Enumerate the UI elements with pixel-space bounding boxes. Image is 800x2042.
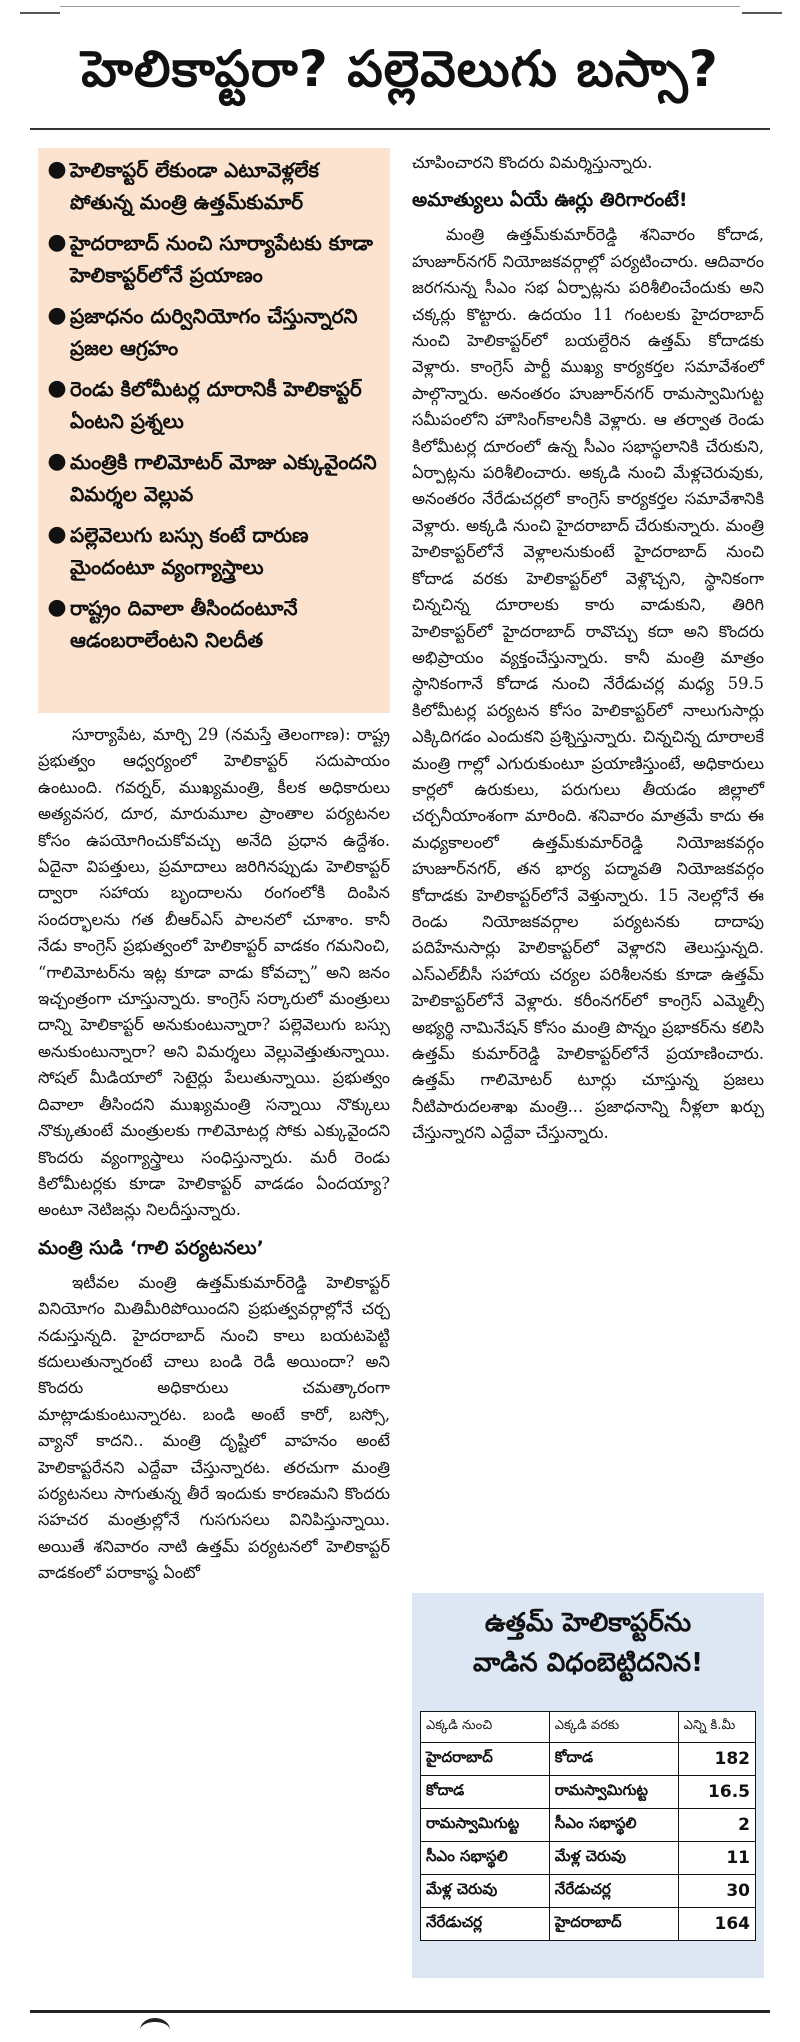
highlight-text: మంత్రికి గాలిమోటర్ మోజు ఎక్కువైందని విమర్శల వెల్లువ xyxy=(70,450,377,506)
top-edge-mark-left xyxy=(20,0,60,14)
header-from: ఎక్కడి నుంచి xyxy=(421,1712,550,1743)
route-box xyxy=(412,1593,764,1978)
bottom-rule xyxy=(30,2010,770,2013)
highlight-text: రాష్ట్రం దివాలా తీసిందంటూనే ఆడంబరాలేంటని నిలదీత xyxy=(70,596,298,652)
bullet-icon: ● xyxy=(47,522,67,547)
highlight-text: రెండు కిలోమీటర్ల దూరానికీ హెలికాప్టర్ ఏంటని ప్రశ్నలు xyxy=(70,377,362,433)
highlight-item xyxy=(44,373,384,437)
cell-km: 2 xyxy=(678,1809,755,1842)
top-edge-line xyxy=(60,6,740,7)
headline: హెలికాప్టరా? పల్లెవెలుగు బస్సా? xyxy=(81,40,719,98)
route-box-title-line2: వాడిన విధంబెట్టిదనిన! xyxy=(472,1648,704,1678)
cell-from: హైదరాబాద్ xyxy=(421,1743,550,1776)
bullet-icon: ● xyxy=(47,449,67,474)
table-row xyxy=(421,1908,756,1941)
cell-km: 16.5 xyxy=(678,1776,755,1809)
bullet-icon: ● xyxy=(47,595,67,620)
cell-to: హైదరాబాద్ xyxy=(549,1908,678,1941)
cell-from: మేళ్ల చెరువు xyxy=(421,1875,550,1908)
page-top-edge xyxy=(0,0,800,34)
left-paragraph-2: ఇటీవల మంత్రి ఉత్తమ్‌కుమార్‌రెడ్డి హెలికాప్టర్ వినియోగం మితిమీరిపోయిందని ప్రభుత్వవర్గాల్లోనే చర్చ నడుస్తున్నది. హైదరాబాద్ నుంచి కాలు బయటపెట్టి కదులుతున్నారంటే చాలు బండి రెడీ అయిందా? అని కొందరు అధికారులు చమత్కారంగా మాట్లాడుకుంటున్నారట. బండి అంటే కారో, బస్సో, వ్యానో కాదని.. మంత్రి దృష్టిలో వాహనం అంటే హెలికాప్టరేనని ఎద్దేవా చేస్తున్నారట. తరచుగా మంత్రి పర్యటనలు సాగుతున్న తీరే ఇందుకు కారణమని కొందరు సహచర మంత్రుల్లోనే గుసగుసలు వినిపిస్తున్నాయి. అయితే శనివారం నాటి ఉత్తమ్ పర్యటనలో హెలికాప్టర్ వాడకంలో పరాకాష్ఠ ఏంటో xyxy=(38,1272,390,1583)
right-column xyxy=(412,150,764,1147)
highlight-text: పల్లెవెలుగు బస్సు కంటే దారుణ మైందంటూ వ్యంగ్యాస్త్రాలు xyxy=(70,523,309,579)
cell-to: కోదాడ xyxy=(549,1743,678,1776)
bullet-icon: ● xyxy=(47,230,67,255)
table-row xyxy=(421,1809,756,1842)
left-paragraph-1: సూర్యాపేట, మార్చి 29 (నమస్తే తెలంగాణ): రాష్ట్ర ప్రభుత్వం ఆధ్వర్యంలో హెలికాప్టర్ సదుపాయం ఉంటుంది. గవర్నర్, ముఖ్యమంత్రి, కీలక అధికారులు అత్యవసర, దూర, మారుమూల ప్రాంతాల పర్యటనల కోసం ఉపయోగించుకోవచ్చు అనేది ప్రధాన ఉద్దేశం. ఏదైనా విపత్తులు, ప్రమాదాలు జరిగినప్పుడు హెలికాప్టర్ ద్వారా సహాయ బృందాలను రంగంలోకి దింపిన సందర్భాలను గత బీఆర్‌ఎస్ పాలనలో చూశాం. కానీ నేడు కాంగ్రెస్ ప్రభుత్వంలో హెలికాప్టర్ వాడకం గమనించి, “గాలిమోటర్‌ను ఇట్ల కూడా వాడు కోవచ్చా” అని జనం ఇచ్చంత్రంగా చూస్తున్నారు. కాంగ్రెస్ సర్కారులో మంత్రులు దాన్ని హెలికాప్టర్ అనుకుంటున్నారా? పల్లెవెలుగు బస్సు అనుకుంటున్నారా? అని విమర్శలు వెల్లువెత్తుతున్నాయి. సోషల్ మీడియాలో సెటైర్లు పేలుతున్నాయి. ప్రభుత్వం దివాలా తీసిందని ముఖ్యమంత్రి సన్నాయి నొక్కులు నొక్కుతుంటే మంత్రులకు గాలిమోటర్ల సోకు ఎక్కువైందని కొందరు వ్యంగ్యాస్త్రాలు సంధిస్తున్నారు. మరీ రెండు కిలోమీటర్లకు కూడా హెలికాప్టర్ వాడడం ఏందయ్యా? అంటూ నెటిజన్లు నిలదీస్తున్నారు. xyxy=(38,725,390,1220)
cell-to: నేరేడుచర్ల xyxy=(549,1875,678,1908)
bullet-icon: ● xyxy=(47,376,67,401)
highlight-item xyxy=(44,446,384,510)
header-km: ఎన్ని కి.మీ xyxy=(678,1712,755,1743)
right-continuation: చూపించారని కొందరు విమర్శిస్తున్నారు. xyxy=(412,153,653,172)
route-box-title-line1: ఉత్తమ్ హెలికాప్టర్‌ను xyxy=(484,1608,692,1638)
cell-to: మేళ్ల చెరువు xyxy=(549,1842,678,1875)
route-table xyxy=(420,1711,756,1941)
table-row xyxy=(421,1842,756,1875)
right-subhead: అమాత్యులు ఏయే ఊర్లు తిరిగారంటే! xyxy=(412,189,688,212)
cell-from: నేరేడుచర్ల xyxy=(421,1908,550,1941)
route-box-title xyxy=(412,1593,764,1683)
highlight-text: ప్రజాధనం దుర్వినియోగం చేస్తున్నారని ప్రజల ఆగ్రహం xyxy=(70,304,358,360)
cell-to: సీఎం సభాస్థలి xyxy=(549,1809,678,1842)
highlights-box xyxy=(38,148,390,713)
left-subhead: మంత్రి సుడి ‘గాలి పర్యటనలు’ xyxy=(38,1236,264,1259)
bottom-edge-mark xyxy=(140,2018,170,2042)
cell-km: 11 xyxy=(678,1842,755,1875)
top-edge-mark-right xyxy=(742,0,782,14)
table-row xyxy=(421,1776,756,1809)
headline-rule xyxy=(30,128,770,130)
highlight-item xyxy=(44,592,384,656)
bullet-icon: ● xyxy=(47,157,67,182)
table-row xyxy=(421,1743,756,1776)
highlight-item xyxy=(44,300,384,364)
cell-km: 182 xyxy=(678,1743,755,1776)
header-to: ఎక్కడి వరకు xyxy=(549,1712,678,1743)
route-table-header xyxy=(421,1712,756,1743)
cell-from: రామస్వామిగుట్ట xyxy=(421,1809,550,1842)
cell-from: సీఎం సభాస్థలి xyxy=(421,1842,550,1875)
highlight-text: హెలికాప్టర్ లేకుండా ఎటూవెళ్లలేక పోతున్న మంత్రి ఉత్తమ్‌కుమార్ xyxy=(70,158,319,214)
cell-km: 30 xyxy=(678,1875,755,1908)
cell-to: రామస్వామిగుట్ట xyxy=(549,1776,678,1809)
table-row xyxy=(421,1875,756,1908)
highlight-item xyxy=(44,227,384,291)
left-column xyxy=(38,722,390,1587)
right-paragraph-1: మంత్రి ఉత్తమ్‌కుమార్‌రెడ్డి శనివారం కోదాడ, హుజూర్‌నగర్ నియోజకవర్గాల్లో పర్యటించారు. ఆదివారం జరగనున్న సీఎం సభ ఏర్పాట్లను పరిశీలించేందుకు అని చక్కర్లు కొట్టారు. ఉదయం 11 గంటలకు హైదరాబాద్ నుంచి హెలికాప్టర్‌లో బయల్దేరిన ఉత్తమ్ కోదాడకు వెళ్లారు. కాంగ్రెస్ పార్టీ ముఖ్య కార్యకర్తల సమావేశంలో పాల్గొన్నారు. అనంతరం హుజూర్‌నగర్ రామస్వామిగుట్ట సమీపంలోని హౌసింగ్‌కాలనీకి వెళ్లారు. ఆ తర్వాత రెండు కిలోమీటర్ల దూరంలో ఉన్న సీఎం సభాస్థలానికి చేరుకుని, ఏర్పాట్లను పరిశీలించారు. అక్కడి నుంచి మేళ్లచెరువుకు, అనంతరం నేరేడుచర్లలో కాంగ్రెస్ కార్యకర్తల సమావేశానికి వెళ్లారు. అక్కడి నుంచి హైదరాబాద్ చేరుకున్నారు. మంత్రి హెలికాప్టర్‌లోనే వెళ్లాలనుకుంటే హైదరాబాద్ నుంచి కోదాడ వరకు హెలికాప్టర్‌లో వెళ్లొచ్చని, స్థానికంగా చిన్నచిన్న దూరాలకు కారు వాడుకుని, తిరిగి హెలికాప్టర్‌లో హైదరాబాద్ రావొచ్చు కదా అని కొందరు అభిప్రాయం వ్యక్తంచేస్తున్నారు. కానీ మంత్రి మాత్రం స్థానికంగానే కోదాడ నుంచి నేరేడుచర్ల మధ్య 59.5 కిలోమీటర్ల పర్యటన కోసం హెలికాప్టర్‌లో నాలుగుసార్లు ఎక్కిదిగడం ఎందుకని ప్రశ్నిస్తున్నారు. చిన్నచిన్న దూరాలకే మంత్రి గాల్లో ఎగురుకుంటూ ప్రయాణిస్తుంటే, అధికారులు కార్లలో ఉరుకులు, పరుగులు తీయడం జిల్లాలో చర్చనీయాంశంగా మారింది. శనివారం మాత్రమే కాదు ఈ మధ్యకాలంలో ఉత్తమ్‌కుమార్‌రెడ్డి నియోజకవర్గం హుజూర్‌నగర్, తన భార్య పద్మావతి నియోజకవర్గం కోదాడకు హెలికాప్టర్‌లోనే వెళ్తున్నారు. 15 నెలల్లోనే ఈ రెండు నియోజకవర్గాల పర్యటనకు దాదాపు పదిహేనుసార్లు హెలికాప్టర్‌లో వెళ్లారని తెలుస్తున్నది. ఎస్‌ఎల్‌బీసీ సహాయ చర్యల పరిశీలనకు కూడా ఉత్తమ్ హెలికాప్టర్‌లోనే వెళ్లారు. కరీంనగర్‌లో కాంగ్రెస్ ఎమ్మెల్సీ అభ్యర్థి నామినేషన్ కోసం మంత్రి పొన్నం ప్రభాకర్‌ను కలిసి ఉత్తమ్ కుమార్‌రెడ్డి హెలికాప్టర్‌లోనే ప్రయాణించారు. ఉత్తమ్ గాలిమోటర్ టూర్లు చూస్తున్న ప్రజలు నీటిపారుదలశాఖ మంత్రి... ప్రజాధనాన్ని నీళ్లలా ఖర్చు చేస్తున్నారని ఎద్దేవా చేస్తున్నారు. xyxy=(412,225,764,1143)
highlight-item xyxy=(44,519,384,583)
cell-from: కోదాడ xyxy=(421,1776,550,1809)
bullet-icon: ● xyxy=(47,303,67,328)
highlight-text: హైదరాబాద్ నుంచి సూర్యాపేటకు కూడా హెలికాప్టర్‌లోనే ప్రయాణం xyxy=(70,231,373,287)
highlight-item xyxy=(44,154,384,218)
cell-km: 164 xyxy=(678,1908,755,1941)
